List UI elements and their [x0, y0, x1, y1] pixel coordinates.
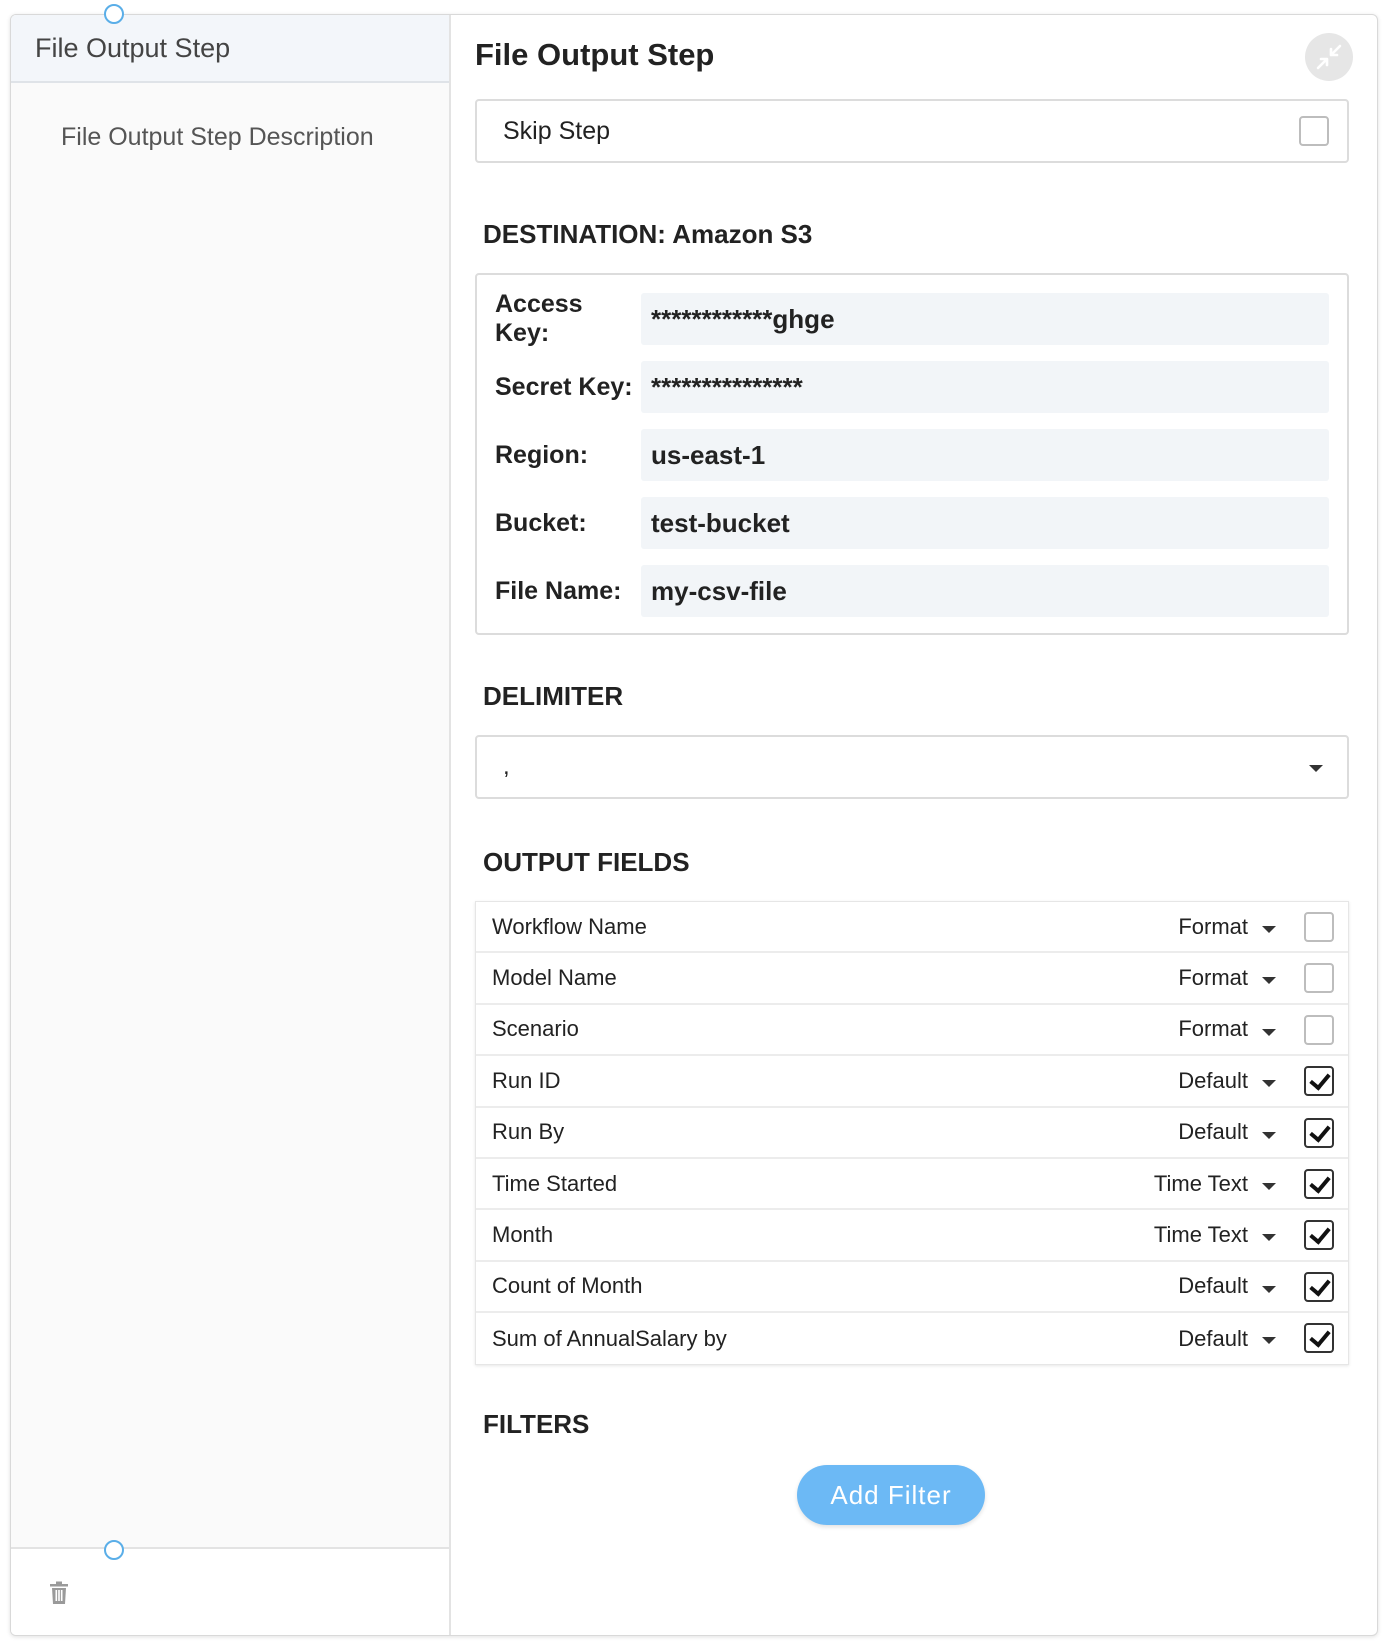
field-include-checkbox[interactable] — [1304, 1323, 1334, 1353]
bottom-connector-handle[interactable] — [104, 1540, 124, 1560]
table-row — [476, 953, 1348, 1004]
chevron-down-icon[interactable] — [1262, 1337, 1276, 1344]
field-include-checkbox[interactable] — [1304, 1015, 1334, 1045]
field-include-checkbox[interactable] — [1304, 1118, 1334, 1148]
output-fields-title: OUTPUT FIELDS — [483, 847, 690, 877]
delimiter-title: DELIMITER — [483, 681, 624, 711]
field-include-checkbox[interactable] — [1304, 1272, 1334, 1302]
region-label: Region: — [495, 440, 589, 469]
field-name: Workflow Name — [492, 913, 647, 939]
field-name: Sum of AnnualSalary by — [492, 1325, 727, 1351]
table-row — [476, 1210, 1348, 1261]
format-dropdown[interactable]: Format — [1178, 913, 1248, 939]
chevron-down-icon[interactable] — [1262, 1183, 1276, 1190]
field-name: Model Name — [492, 965, 617, 991]
trash-icon[interactable] — [49, 1581, 69, 1605]
collapse-button[interactable] — [1305, 33, 1353, 81]
file-name-label: File Name: — [495, 576, 622, 605]
table-row — [476, 1005, 1348, 1056]
add-filter-button[interactable]: Add Filter — [797, 1465, 985, 1525]
format-dropdown[interactable]: Time Text — [1153, 1222, 1248, 1248]
access-key-label: Access Key: — [495, 290, 583, 347]
sidebar-title: File Output Step — [11, 15, 449, 83]
filters-title: FILTERS — [483, 1409, 590, 1439]
format-dropdown[interactable]: Format — [1178, 1016, 1248, 1042]
destination-row-secret-key — [495, 361, 1329, 413]
destination-box — [475, 273, 1349, 635]
delimiter-select[interactable] — [475, 735, 1349, 799]
chevron-down-icon — [1309, 765, 1323, 772]
format-dropdown[interactable]: Default — [1178, 1273, 1248, 1299]
field-name: Run ID — [492, 1067, 561, 1093]
chevron-down-icon[interactable] — [1262, 977, 1276, 984]
secret-key-field[interactable]: *************** — [641, 361, 1329, 413]
secret-key-label: Secret Key: — [495, 372, 633, 401]
table-row — [476, 1262, 1348, 1313]
field-include-checkbox[interactable] — [1304, 1066, 1334, 1096]
table-row — [476, 902, 1348, 953]
chevron-down-icon[interactable] — [1262, 1080, 1276, 1087]
field-include-checkbox[interactable] — [1304, 912, 1334, 942]
table-row — [476, 1056, 1348, 1107]
skip-step-row[interactable] — [475, 99, 1349, 163]
chevron-down-icon[interactable] — [1262, 1029, 1276, 1036]
field-include-checkbox[interactable] — [1304, 963, 1334, 993]
format-dropdown[interactable]: Default — [1178, 1119, 1248, 1145]
top-connector-handle[interactable] — [104, 4, 124, 24]
field-name: Run By — [492, 1119, 565, 1145]
format-dropdown[interactable]: Default — [1178, 1067, 1248, 1093]
sidebar-footer — [11, 1547, 449, 1635]
field-name: Time Started — [492, 1170, 618, 1196]
destination-title: DESTINATION: Amazon S3 — [483, 219, 813, 249]
table-row — [476, 1108, 1348, 1159]
chevron-down-icon[interactable] — [1262, 1132, 1276, 1139]
table-row — [476, 1159, 1348, 1210]
file-name-field[interactable]: my-csv-file — [641, 565, 1329, 617]
main-panel — [451, 15, 1377, 1635]
sidebar-description[interactable]: File Output Step Description — [61, 123, 374, 151]
collapse-arrows-icon — [1316, 44, 1342, 70]
chevron-down-icon[interactable] — [1262, 1286, 1276, 1293]
field-include-checkbox[interactable] — [1304, 1169, 1334, 1199]
table-row — [476, 1313, 1348, 1364]
page-title: File Output Step — [475, 37, 715, 72]
output-fields-list — [475, 901, 1349, 1365]
skip-step-label: Skip Step — [503, 116, 611, 145]
bucket-label: Bucket: — [495, 508, 587, 537]
access-key-field[interactable]: ************ghge — [641, 293, 1329, 345]
bucket-field[interactable]: test-bucket — [641, 497, 1329, 549]
field-name: Count of Month — [492, 1273, 643, 1299]
format-dropdown[interactable]: Time Text — [1153, 1170, 1248, 1196]
delimiter-value: , — [503, 753, 510, 780]
field-include-checkbox[interactable] — [1304, 1220, 1334, 1250]
destination-row-access-key — [495, 290, 1329, 347]
field-name: Scenario — [492, 1016, 579, 1042]
step-card — [10, 14, 1378, 1636]
destination-row-region — [495, 429, 1329, 481]
chevron-down-icon[interactable] — [1262, 1234, 1276, 1241]
field-name: Month — [492, 1222, 554, 1248]
destination-row-bucket — [495, 497, 1329, 549]
region-field[interactable]: us-east-1 — [641, 429, 1329, 481]
format-dropdown[interactable]: Format — [1178, 965, 1248, 991]
format-dropdown[interactable]: Default — [1178, 1325, 1248, 1351]
sidebar — [11, 15, 451, 1635]
skip-step-checkbox[interactable] — [1299, 116, 1329, 146]
destination-row-file-name — [495, 565, 1329, 617]
chevron-down-icon[interactable] — [1262, 926, 1276, 933]
